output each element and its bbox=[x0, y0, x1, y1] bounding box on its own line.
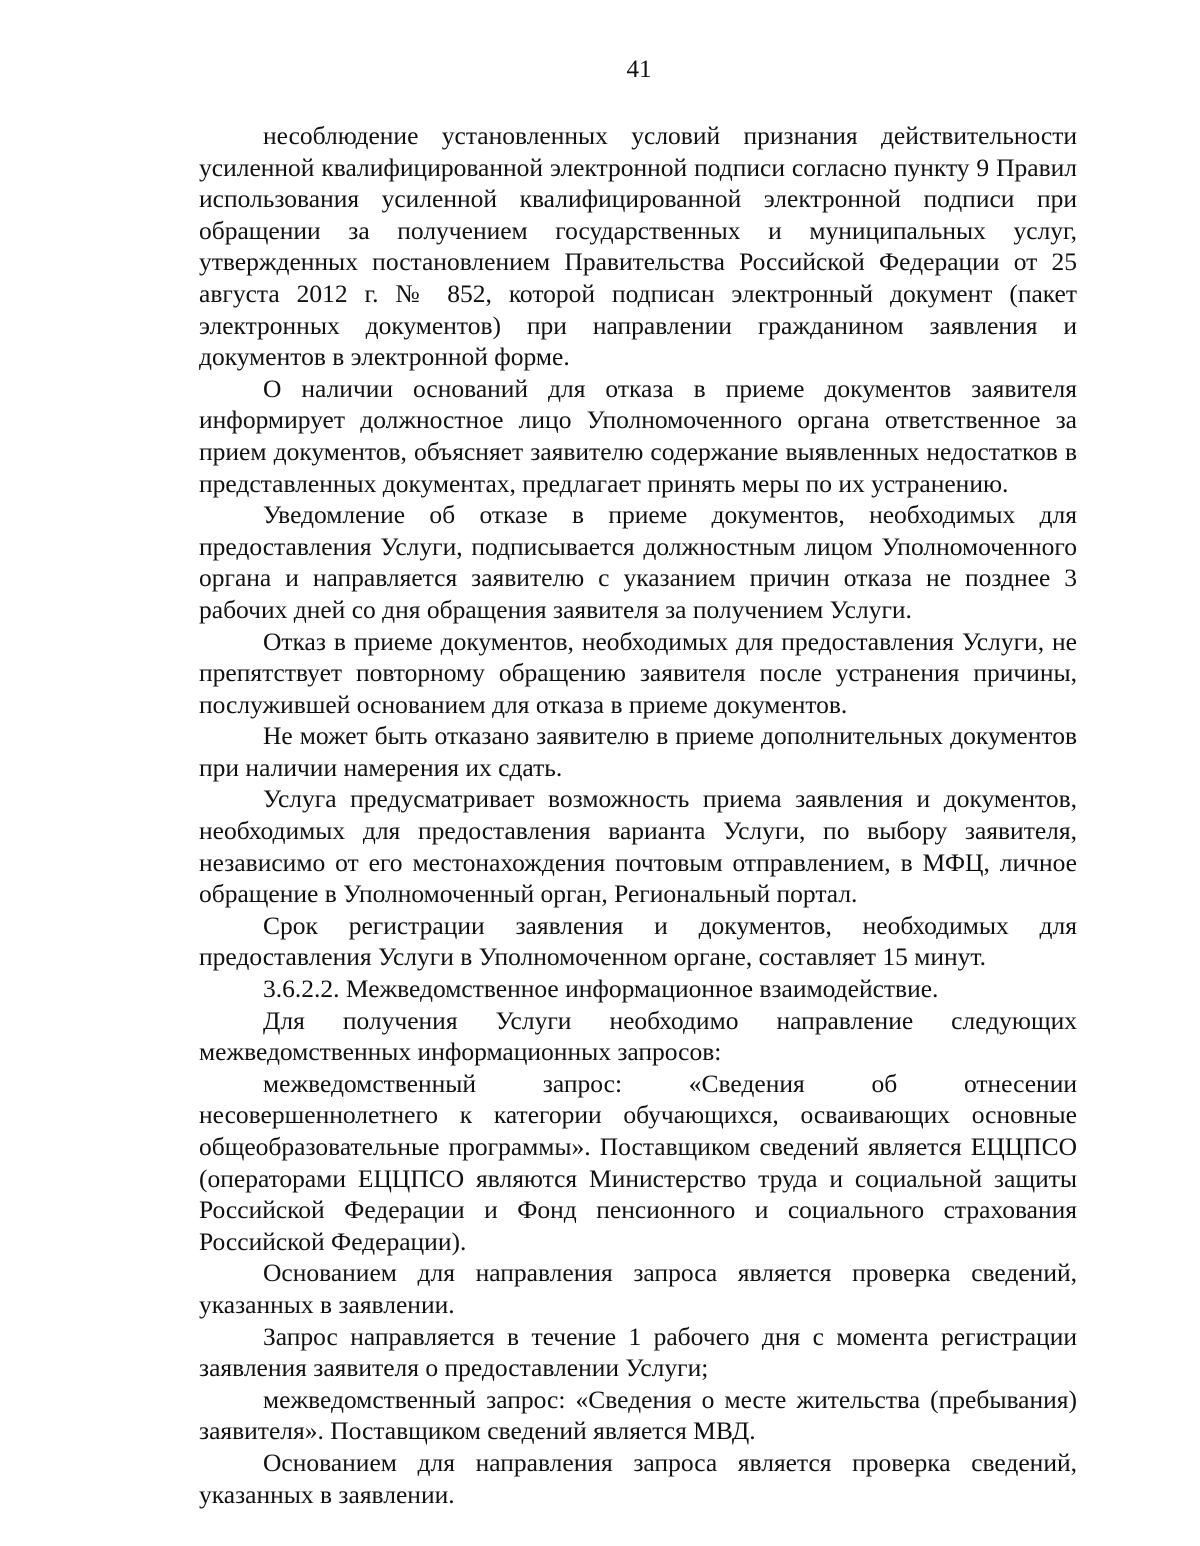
paragraph-request-basis-2: Основанием для направления запроса является проверка сведений, указанных в заявлении. bbox=[199, 1447, 1077, 1509]
paragraph-interagency-requests: Для получения Услуги необходимо направление следующих межведомственных информационных запросов: bbox=[199, 1005, 1077, 1067]
paragraph-submission-channels: Услуга предусматривает возможность приема заявления и документов, необходимых для предоставления варианта Услуги, по выбору заявителя, независимо от его местонахождения почтовым отправлением, в МФЦ, личное обращение в Уполномоченный орган, Региональный портал. bbox=[199, 784, 1077, 909]
paragraph-signature-validity: несоблюдение установленных условий признания действительности усиленной квалифицированной электронной подписи согласно пункту 9 Правил использования усиленной квалифицированной электронной подписи при обращении за получением государственных и муниципальных услуг, утвержденных постановлением Правительства Российской Федерации от 25 августа 2012 г. № 852, которой подписан электронный документ (пакет электронных документов) при направлении гражданином заявления и документов в электронной форме. bbox=[199, 121, 1077, 372]
paragraph-refusal-notification: Уведомление об отказе в приеме документов, необходимых для предоставления Услуги, подписывается должностным лицом Уполномоченного органа и направляется заявителю с указанием причин отказа не позднее 3 рабочих дней со дня обращения заявителя за получением Услуги. bbox=[199, 500, 1077, 624]
document-body bbox=[199, 120, 1077, 1510]
paragraph-request-students: межведомственный запрос: «Сведения об отнесении несовершеннолетнего к категории обучающихся, осваивающих основные общеобразовательные программы». Поставщиком сведений является ЕЦЦПСО (операторами ЕЦЦПСО являются Министерство труда и социальной защиты Российской Федерации и Фонд пенсионного и социального страхования Российской Федерации). bbox=[199, 1068, 1077, 1256]
section-heading-interagency: 3.6.2.2. Межведомственное информационное взаимодействие. bbox=[263, 974, 939, 1004]
paragraph-registration-term: Срок регистрации заявления и документов, необходимых для предоставления Услуги в Уполномоченном органе, составляет 15 минут. bbox=[199, 910, 1077, 972]
paragraph-refusal-no-obstacle: Отказ в приеме документов, необходимых для предоставления Услуги, не препятствует повторному обращению заявителя после устранения причины, послужившей основанием для отказа в приеме документов. bbox=[199, 626, 1077, 719]
paragraph-request-timing: Запрос направляется в течение 1 рабочего дня с момента регистрации заявления заявителя о предоставлении Услуги; bbox=[199, 1321, 1077, 1383]
paragraph-request-basis-1: Основанием для направления запроса является проверка сведений, указанных в заявлении. bbox=[199, 1258, 1077, 1319]
paragraph-refusal-informing: О наличии оснований для отказа в приеме документов заявителя информирует должностное лицо Уполномоченного органа ответственное за прием документов, объясняет заявителю содержание выявленных недостатков в представленных документах, предлагает принять меры по их устранению. bbox=[199, 373, 1077, 498]
paragraph-request-residence: межведомственный запрос: «Сведения о месте жительства (пребывания) заявителя». Поставщиком сведений является МВД. bbox=[199, 1384, 1077, 1446]
page-number: 41 bbox=[626, 56, 652, 83]
paragraph-additional-documents: Не может быть отказано заявителю в приеме дополнительных документов при наличии намерения их сдать. bbox=[199, 721, 1077, 782]
